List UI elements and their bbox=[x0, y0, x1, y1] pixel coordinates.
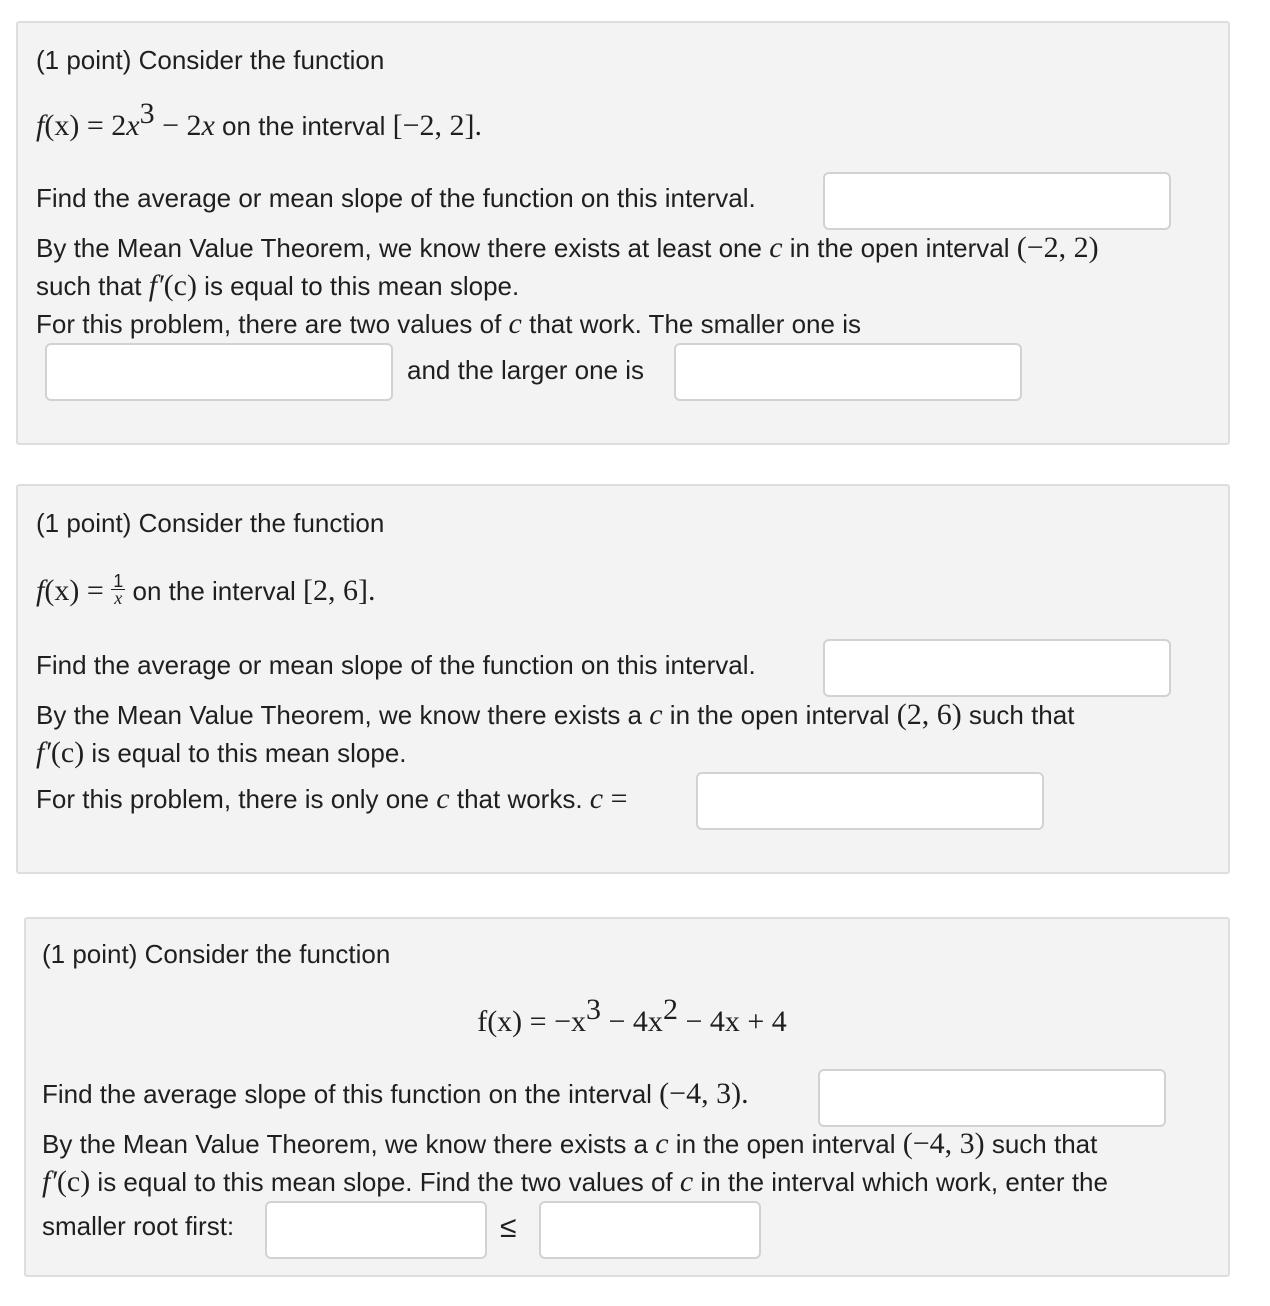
mean-slope-input[interactable] bbox=[823, 172, 1171, 230]
mvt-statement-line2: f′(c) is equal to this mean slope. bbox=[36, 736, 407, 769]
function-definition: $f(x) = 2x^3 - 2x$ on the interval [−2, 2]. bbox=[36, 97, 483, 142]
function-display: $f(x) = -x^3 - 4x^2 - 4x + 4$ bbox=[477, 993, 787, 1038]
leq-symbol: ≤ bbox=[500, 1211, 517, 1244]
smaller-root-input[interactable] bbox=[265, 1201, 487, 1259]
mean-slope-prompt: Find the average or mean slope of the function on this interval. bbox=[36, 183, 756, 213]
problem-header: (1 point) Consider the function bbox=[36, 45, 385, 75]
mean-slope-input[interactable] bbox=[823, 639, 1171, 697]
mvt-statement-line1: By the Mean Value Theorem, we know there exists at least one c in the open interval (−2, 2) bbox=[36, 231, 1099, 264]
smaller-c-input[interactable] bbox=[45, 343, 393, 401]
larger-c-input[interactable] bbox=[674, 343, 1022, 401]
smaller-root-label: smaller root first: bbox=[42, 1211, 235, 1241]
problem-panel-2 bbox=[16, 484, 1230, 874]
mvt-statement-line1: By the Mean Value Theorem, we know there exists a c in the open interval (−4, 3) such that bbox=[42, 1127, 1098, 1160]
problem-header: (1 point) Consider the function bbox=[42, 939, 391, 969]
mvt-statement-line2: f′(c) is equal to this mean slope. Find the two values of c in the interval which work, enter the bbox=[42, 1165, 1108, 1198]
fraction-numerator: 1 bbox=[113, 570, 124, 591]
c-value-input[interactable] bbox=[696, 772, 1044, 830]
mean-slope-prompt: Find the average or mean slope of the function on this interval. bbox=[36, 650, 756, 680]
fraction bbox=[111, 570, 125, 608]
larger-root-input[interactable] bbox=[539, 1201, 761, 1259]
mvt-statement-line2: such that f′(c) is equal to this mean slope. bbox=[36, 269, 520, 302]
two-values-statement: For this problem, there are two values of c that work. The smaller one is bbox=[36, 307, 861, 340]
average-slope-input[interactable] bbox=[818, 1069, 1166, 1127]
average-slope-prompt: Find the average slope of this function on the interval (−4, 3). bbox=[42, 1077, 749, 1110]
problem-header: (1 point) Consider the function bbox=[36, 508, 385, 538]
mvt-statement-line1: By the Mean Value Theorem, we know there exists a c in the open interval (2, 6) such that bbox=[36, 698, 1075, 731]
fraction-denominator: x bbox=[114, 587, 123, 608]
problem-panel-1 bbox=[16, 21, 1230, 445]
problem-panel-3 bbox=[24, 917, 1230, 1277]
function-definition: f(x) = $\frac{1}{x}$ on the interval [2, 6]. bbox=[36, 570, 376, 608]
larger-label: and the larger one is bbox=[407, 355, 645, 385]
one-value-statement: For this problem, there is only one c that works. c = bbox=[36, 782, 628, 815]
